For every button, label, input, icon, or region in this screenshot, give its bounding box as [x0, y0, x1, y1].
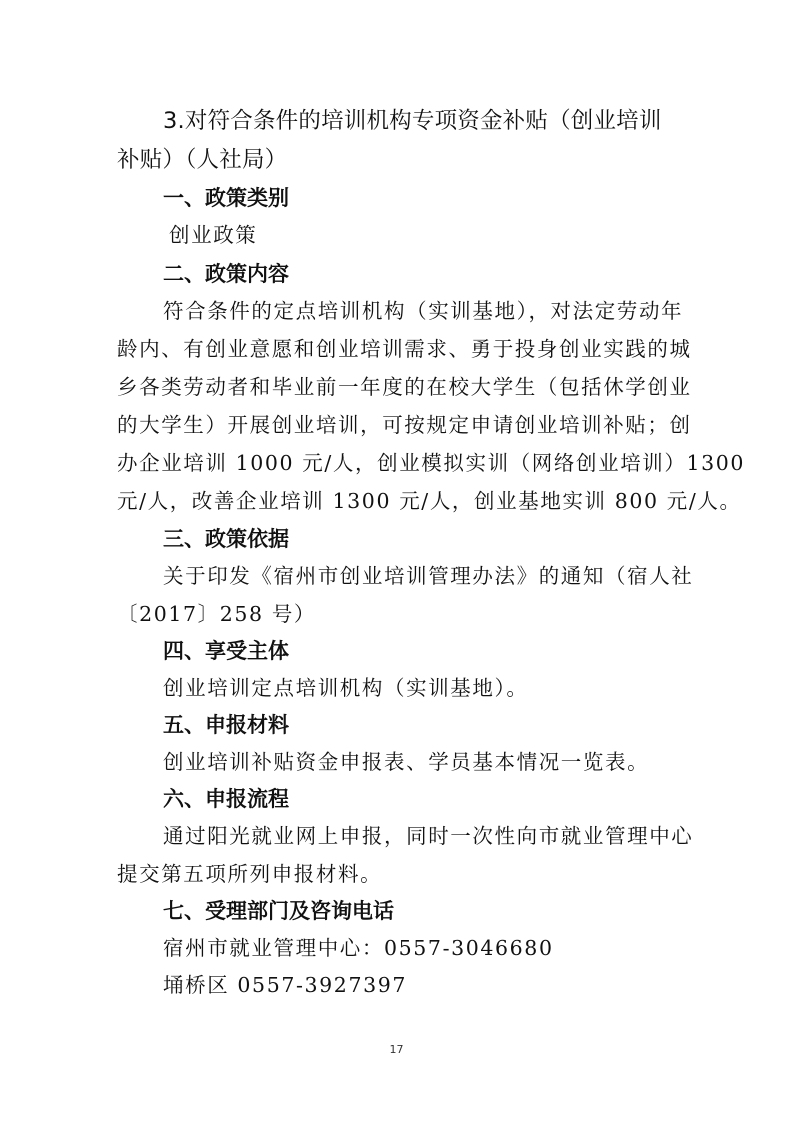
page-number: 17: [389, 1043, 404, 1056]
contact-line: 宿州市就业管理中心：0557-3046680: [163, 936, 554, 960]
section-heading-beneficiary: 四、享受主体: [163, 639, 289, 663]
section-text: 龄内、有创业意愿和创业培训需求、勇于投身创业实践的城: [117, 337, 692, 361]
section-heading-content: 二、政策内容: [163, 262, 289, 286]
section-text: 创业政策: [169, 223, 258, 247]
section-heading-contact: 七、受理部门及咨询电话: [163, 899, 394, 923]
section-text: 元/人，改善企业培训 1300 元/人，创业基地实训 800 元/人。: [117, 489, 742, 513]
document-title-line-1: 3.对符合条件的培训机构专项资金补贴（创业培训: [163, 108, 662, 134]
section-text: 关于印发《宿州市创业培训管理办法》的通知（宿人社: [163, 564, 694, 588]
section-text: 符合条件的定点培训机构（实训基地），对法定劳动年: [163, 299, 684, 323]
section-text: 创业培训补贴资金申报表、学员基本情况一览表。: [163, 750, 650, 774]
section-text: 〔2017〕258 号）: [117, 602, 317, 626]
section-text: 通过阳光就业网上申报，同时一次性向市就业管理中心: [163, 824, 694, 848]
document-title-line-2: 补贴）（人社局）: [117, 147, 288, 173]
section-heading-category: 一、政策类别: [163, 186, 289, 210]
section-text: 办企业培训 1000 元/人，创业模拟实训（网络创业培训）1300: [117, 451, 746, 475]
contact-line: 埇桥区 0557-3927397: [163, 973, 408, 997]
section-heading-materials: 五、申报材料: [163, 713, 289, 737]
section-text: 乡各类劳动者和毕业前一年度的在校大学生（包括休学创业: [117, 375, 692, 399]
section-text: 的大学生）开展创业培训，可按规定申请创业培训补贴；创: [117, 413, 692, 437]
section-text: 提交第五项所列申报材料。: [117, 862, 383, 886]
section-heading-basis: 三、政策依据: [163, 527, 289, 551]
section-text: 创业培训定点培训机构（实训基地）。: [163, 676, 529, 700]
section-heading-process: 六、申报流程: [163, 787, 289, 811]
